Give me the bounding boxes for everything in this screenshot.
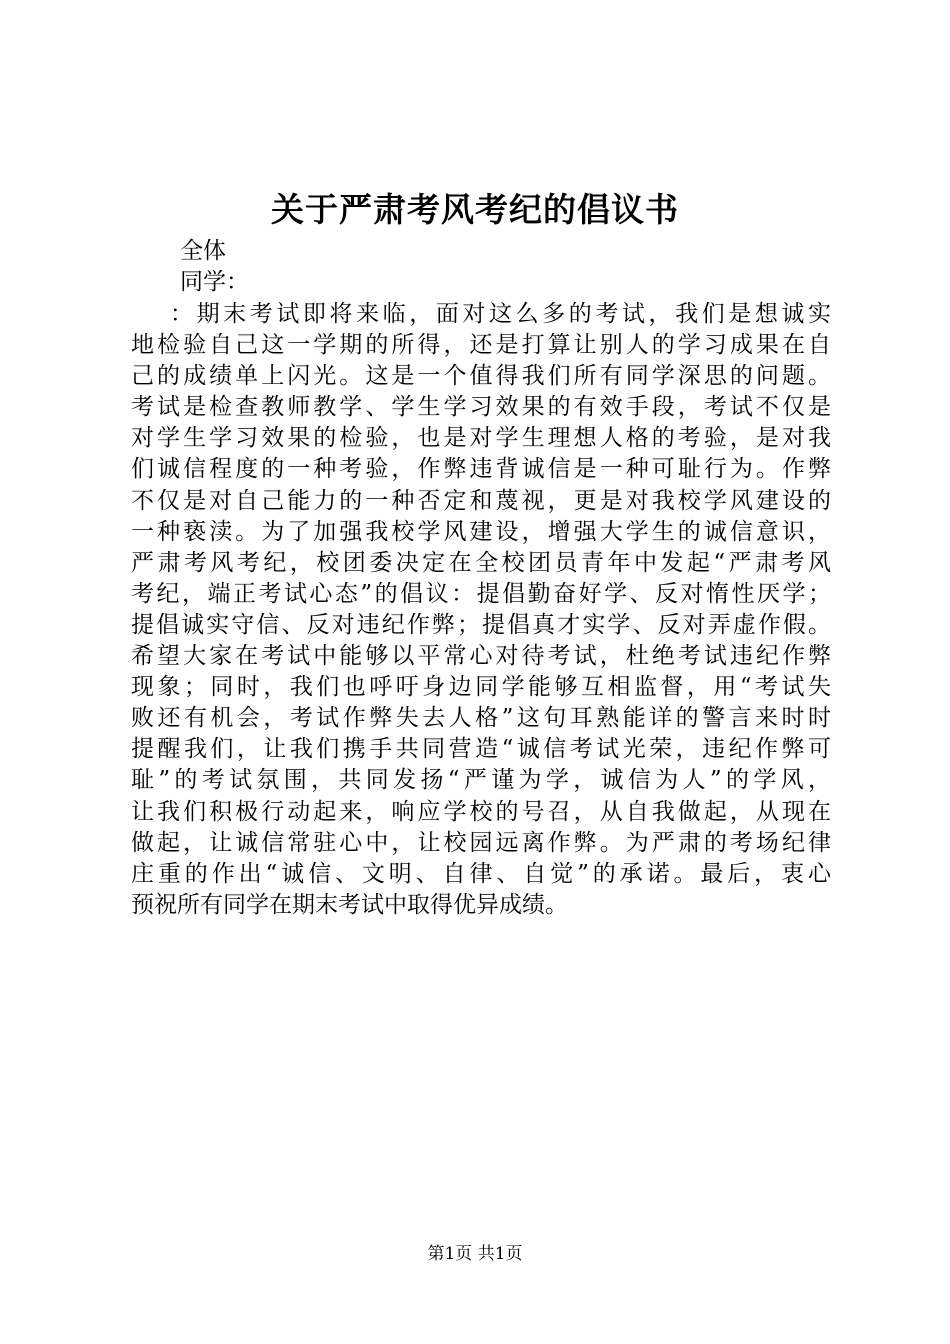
body-line: 做起，让诚信常驻心中，让校园远离作弊。为严肃的考场纪律 xyxy=(131,829,831,856)
body-line: 现象；同时，我们也呼吁身边同学能够互相监督，用“考试失 xyxy=(131,674,831,701)
body-line: 耻”的考试氛围，共同发扬“严谨为学，诚信为人”的学风， xyxy=(131,767,831,794)
body-line: 严肃考风考纪，校团委决定在全校团员青年中发起“严肃考风 xyxy=(131,549,831,576)
body-line: ：期末考试即将来临，面对这么多的考试，我们是想诚实 xyxy=(170,301,831,327)
body-line: 考纪，端正考试心态”的倡议：提倡勤奋好学、反对惰性厌学； xyxy=(131,580,831,607)
body-line: 对学生学习效果的检验，也是对学生理想人格的考验，是对我 xyxy=(131,425,831,452)
body-paragraph xyxy=(131,299,831,921)
body-line: 提醒我们，让我们携手共同营造“诚信考试光荣，违纪作弊可 xyxy=(131,736,831,763)
salutation-line-1: 全体 xyxy=(180,238,226,264)
body-line: 们诚信程度的一种考验，作弊违背诚信是一种可耻行为。作弊 xyxy=(131,456,831,483)
body-line: 让我们积极行动起来，响应学校的号召，从自我做起，从现在 xyxy=(131,798,831,825)
body-line: 一种亵渎。为了加强我校学风建设，增强大学生的诚信意识， xyxy=(131,518,831,545)
body-line: 预祝所有同学在期末考试中取得优异成绩。 xyxy=(131,891,568,918)
body-line: 希望大家在考试中能够以平常心对待考试，杜绝考试违纪作弊 xyxy=(131,643,831,670)
document-title: 关于严肃考风考纪的倡议书 xyxy=(271,190,679,229)
body-line: 不仅是对自己能力的一种否定和蔑视，更是对我校学风建设的 xyxy=(131,487,831,514)
body-line: 庄重的作出“诚信、文明、自律、自觉”的承诺。最后，衷心 xyxy=(131,860,831,887)
body-line: 考试是检查教师教学、学生学习效果的有效手段，考试不仅是 xyxy=(131,394,831,421)
body-line: 己的成绩单上闪光。这是一个值得我们所有同学深思的问题。 xyxy=(131,363,831,390)
body-line: 地检验自己这一学期的所得，还是打算让别人的学习成果在自 xyxy=(131,332,831,359)
page-number-footer: 第1页 共1页 xyxy=(427,1244,523,1264)
body-line: 提倡诚实守信、反对违纪作弊；提倡真才实学、反对弄虚作假。 xyxy=(131,611,831,638)
salutation-line-2: 同学： xyxy=(180,269,249,295)
body-line: 败还有机会，考试作弊失去人格”这句耳熟能详的警言来时时 xyxy=(131,705,831,732)
